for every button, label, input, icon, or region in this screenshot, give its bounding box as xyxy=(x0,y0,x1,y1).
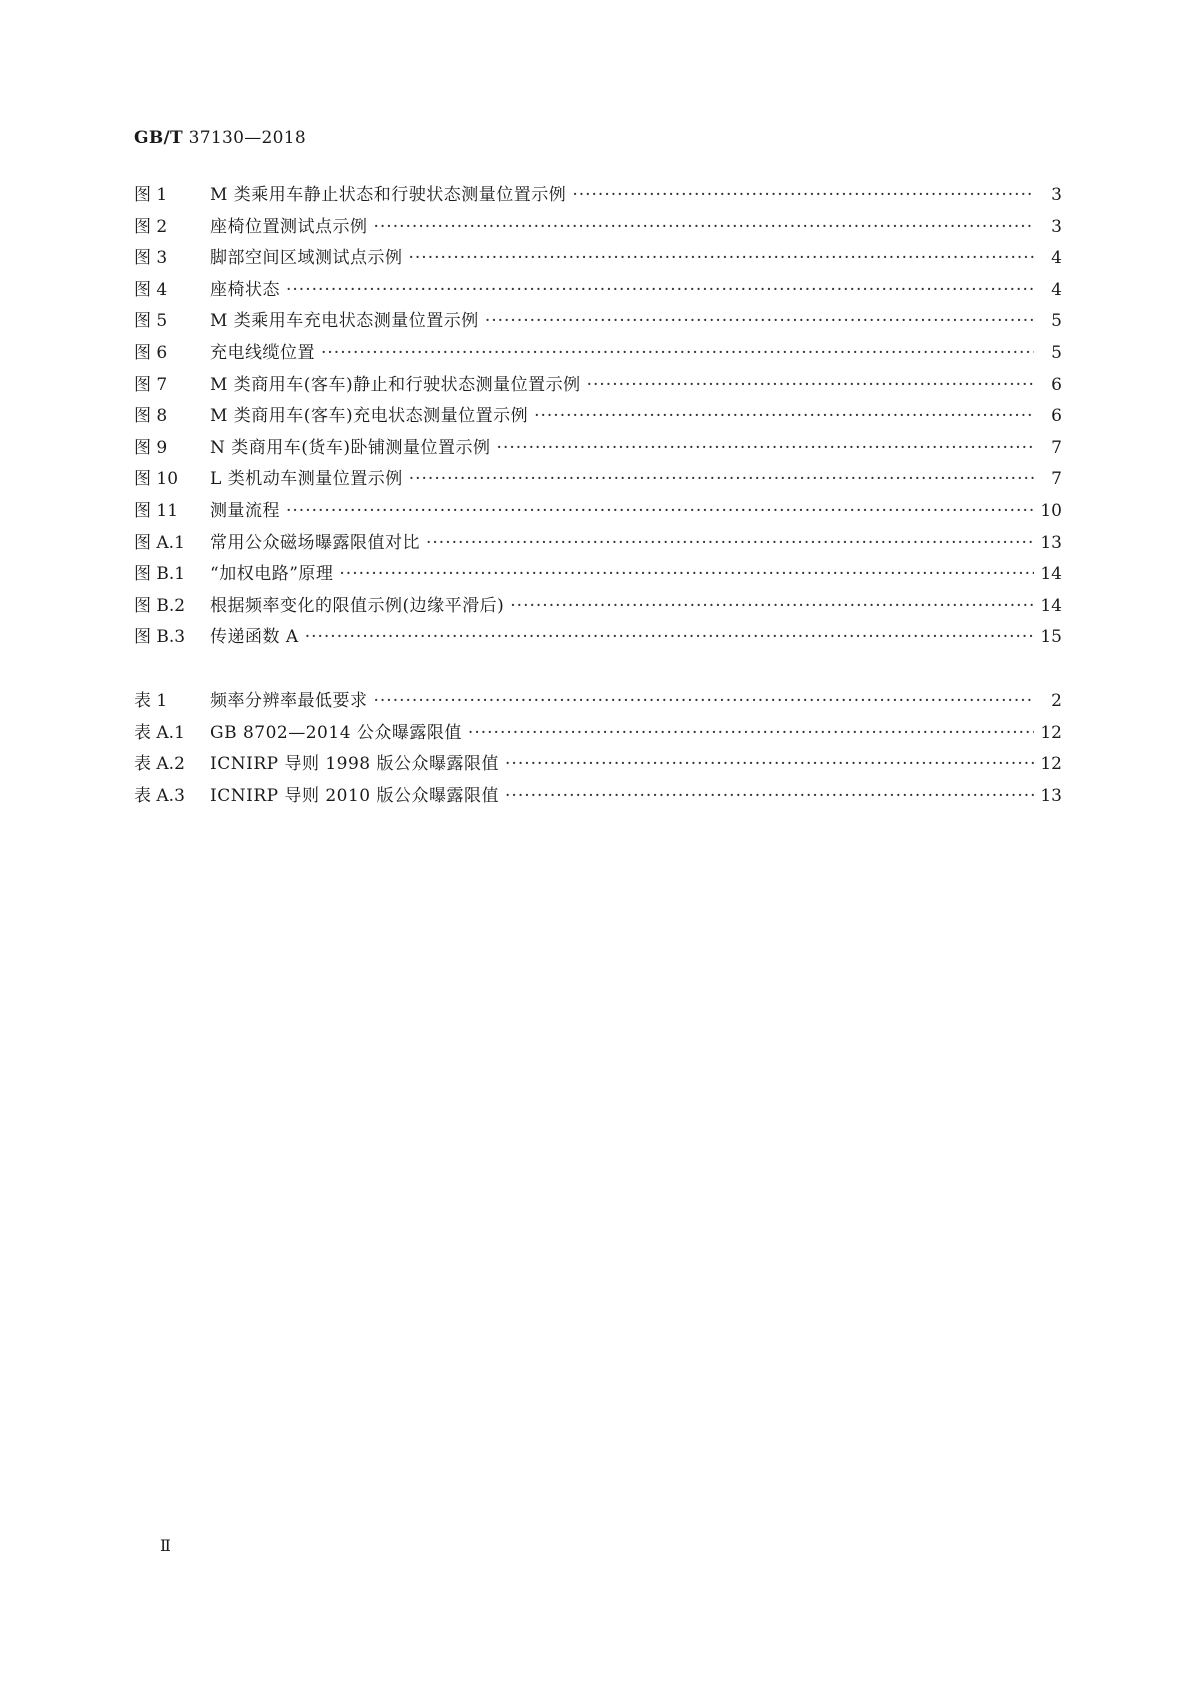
toc-entry-title: GB 8702—2014 公众曝露限值 xyxy=(210,722,462,743)
toc-entry-number: 图 B.2 xyxy=(134,595,186,616)
figure-list xyxy=(134,180,1062,654)
dot-leader xyxy=(374,691,1035,711)
toc-entry-number: 图 1 xyxy=(134,185,168,205)
toc-entry-figure-b2[interactable] xyxy=(134,591,1062,623)
toc-entry-title: M 类商用车(客车)静止和行驶状态测量位置示例 xyxy=(210,374,581,395)
toc-entry-title: 根据频率变化的限值示例(边缘平滑后) xyxy=(210,595,505,616)
dot-leader xyxy=(409,248,1035,268)
toc-entry-page: 3 xyxy=(1051,216,1062,237)
dot-leader xyxy=(409,469,1034,489)
toc-entry-figure-b1[interactable] xyxy=(134,559,1062,591)
dot-leader xyxy=(572,185,1034,205)
toc-entry-figure-6[interactable] xyxy=(134,338,1062,370)
dot-leader xyxy=(534,406,1034,426)
toc-entry-page: 4 xyxy=(1051,248,1062,269)
toc-entry-figure-5[interactable] xyxy=(134,306,1062,338)
table-list xyxy=(134,686,1062,812)
toc-entry-title: M 类乘用车静止状态和行驶状态测量位置示例 xyxy=(210,185,567,205)
toc-entry-number: 图 5 xyxy=(134,311,168,332)
toc-entry-number: 图 A.1 xyxy=(134,532,185,553)
toc-entry-figure-8[interactable] xyxy=(134,401,1062,433)
dot-leader xyxy=(286,280,1034,300)
toc-entry-figure-b3[interactable] xyxy=(134,622,1062,654)
toc-entry-page: 12 xyxy=(1040,754,1062,775)
toc-entry-figure-7[interactable] xyxy=(134,370,1062,402)
page-number: Ⅱ xyxy=(160,1536,171,1555)
toc-entry-table-a1[interactable] xyxy=(134,718,1062,750)
toc-entry-figure-10[interactable] xyxy=(134,464,1062,496)
toc-entry-title: 座椅状态 xyxy=(210,279,280,300)
toc-entry-title: “加权电路”原理 xyxy=(210,564,334,585)
dot-leader xyxy=(321,343,1034,363)
toc-entry-page: 14 xyxy=(1040,564,1062,585)
toc-entry-title: 频率分辨率最低要求 xyxy=(210,691,368,711)
toc-entry-page: 14 xyxy=(1040,595,1062,616)
toc-entry-page: 13 xyxy=(1040,532,1062,553)
toc-entry-title: 传递函数 A xyxy=(210,627,299,648)
toc-entry-page: 5 xyxy=(1051,342,1062,363)
toc-entry-page: 6 xyxy=(1051,406,1062,427)
toc-entry-page: 5 xyxy=(1051,311,1062,332)
toc-entry-title: N 类商用车(货车)卧铺测量位置示例 xyxy=(210,437,491,458)
toc-entry-figure-1[interactable] xyxy=(134,180,1062,212)
toc-entry-table-a3[interactable] xyxy=(134,781,1062,813)
toc-entry-number: 表 A.1 xyxy=(134,722,185,743)
toc-entry-figure-2[interactable] xyxy=(134,212,1062,244)
toc-entry-page: 12 xyxy=(1040,722,1062,743)
dot-leader xyxy=(286,501,1034,521)
dot-leader xyxy=(587,375,1034,395)
dot-leader xyxy=(426,533,1034,553)
toc-entry-table-a2[interactable] xyxy=(134,749,1062,781)
dot-leader xyxy=(505,786,1034,806)
toc-entry-figure-9[interactable] xyxy=(134,433,1062,465)
toc-entry-number: 图 11 xyxy=(134,500,179,521)
standard-prefix: GB/T xyxy=(134,128,183,148)
dot-leader xyxy=(305,627,1034,647)
toc-entry-page: 15 xyxy=(1040,627,1062,648)
toc-entry-number: 图 7 xyxy=(134,374,168,395)
dot-leader xyxy=(505,754,1034,774)
toc-entry-title: M 类商用车(客车)充电状态测量位置示例 xyxy=(210,406,529,427)
dot-leader xyxy=(497,438,1034,458)
toc-entry-title: M 类乘用车充电状态测量位置示例 xyxy=(210,311,479,332)
toc-entry-page: 3 xyxy=(1051,185,1062,205)
toc-entry-figure-a1[interactable] xyxy=(134,528,1062,560)
toc-entry-title: 座椅位置测试点示例 xyxy=(210,216,368,237)
dot-leader xyxy=(374,217,1035,237)
toc-entry-title: ICNIRP 导则 1998 版公众曝露限值 xyxy=(210,754,500,775)
dot-leader xyxy=(339,564,1034,584)
standard-number: 37130—2018 xyxy=(188,128,307,148)
toc-entry-number: 图 4 xyxy=(134,279,168,300)
dot-leader xyxy=(510,596,1034,616)
toc-entry-title: 脚部空间区域测试点示例 xyxy=(210,248,403,269)
toc-entry-title: ICNIRP 导则 2010 版公众曝露限值 xyxy=(210,785,500,806)
standard-code xyxy=(134,128,306,148)
toc-entry-title: 测量流程 xyxy=(210,500,280,521)
toc-entry-number: 图 B.3 xyxy=(134,627,186,648)
toc-entry-number: 表 A.3 xyxy=(134,785,185,806)
toc-entry-title: L 类机动车测量位置示例 xyxy=(210,469,403,490)
toc-entry-page: 6 xyxy=(1051,374,1062,395)
toc-entry-page: 13 xyxy=(1040,785,1062,806)
toc-entry-number: 表 A.2 xyxy=(134,754,185,775)
toc-entry-number: 图 8 xyxy=(134,406,168,427)
dot-leader xyxy=(485,311,1034,331)
toc-entry-figure-3[interactable] xyxy=(134,243,1062,275)
toc-entry-table-1[interactable] xyxy=(134,686,1062,718)
toc-entry-number: 图 B.1 xyxy=(134,564,186,585)
toc-entry-page: 4 xyxy=(1051,279,1062,300)
toc-entry-title: 常用公众磁场曝露限值对比 xyxy=(210,532,420,553)
toc-entry-number: 图 10 xyxy=(134,469,179,490)
toc-entry-figure-11[interactable] xyxy=(134,496,1062,528)
toc-entry-figure-4[interactable] xyxy=(134,275,1062,307)
dot-leader xyxy=(468,723,1034,743)
toc-entry-page: 7 xyxy=(1051,469,1062,490)
toc-entry-number: 图 2 xyxy=(134,216,168,237)
toc-entry-number: 图 6 xyxy=(134,342,168,363)
toc-entry-page: 2 xyxy=(1051,691,1062,711)
toc-entry-page: 10 xyxy=(1040,500,1062,521)
toc-entry-number: 表 1 xyxy=(134,691,168,711)
toc-entry-number: 图 9 xyxy=(134,437,168,458)
toc-entry-title: 充电线缆位置 xyxy=(210,342,315,363)
toc-entry-page: 7 xyxy=(1051,437,1062,458)
toc-entry-number: 图 3 xyxy=(134,248,168,269)
